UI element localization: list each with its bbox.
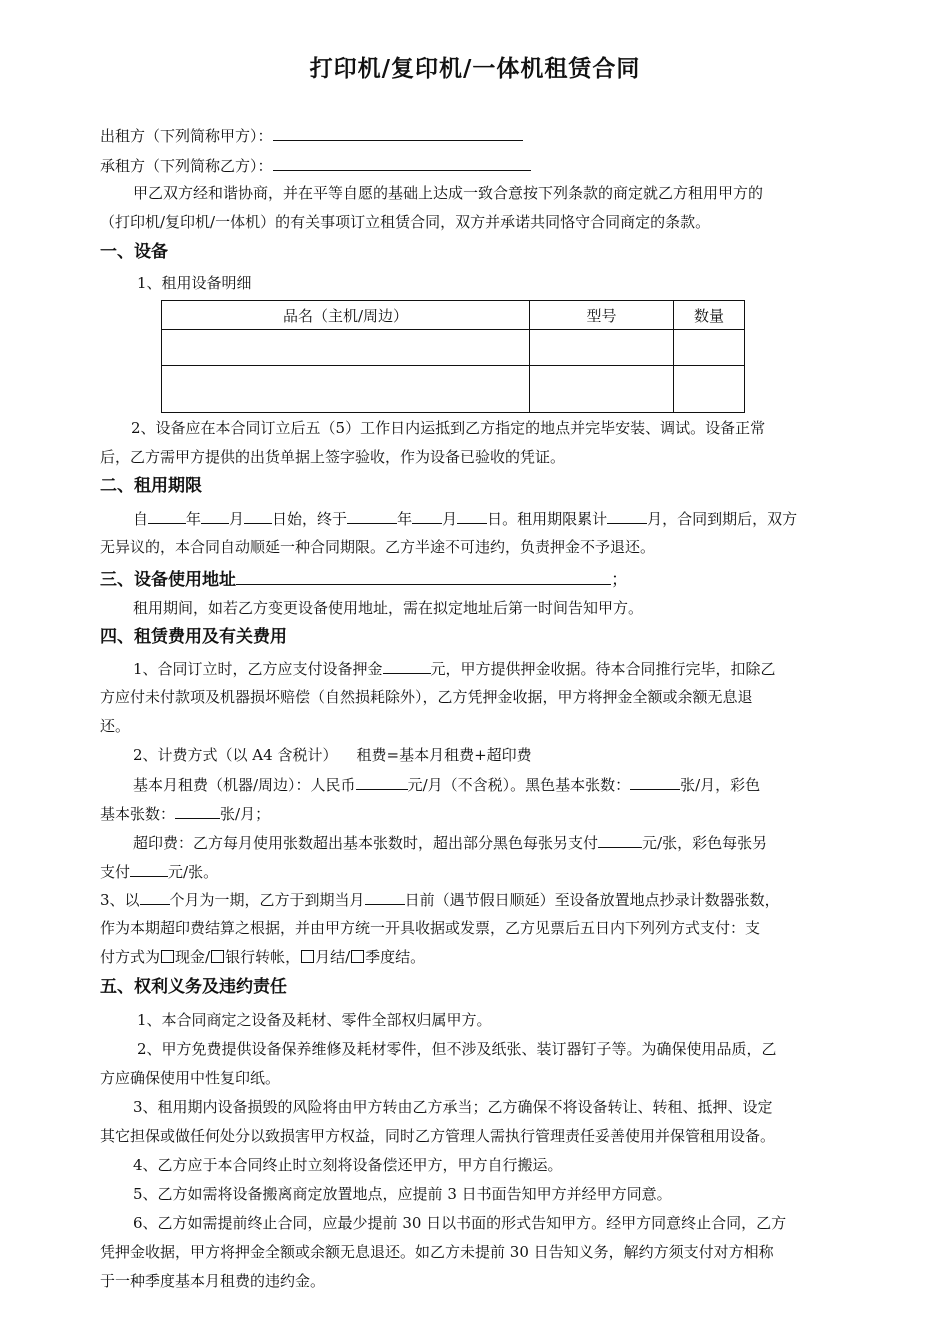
s5-item-4: 4、乙方应于本合同终止时立刻将设备偿还甲方，甲方自行搬运。: [133, 1156, 563, 1174]
s5-item-3-line-2: 其它担保或做任何处分以致损害甲方权益，同时乙方管理人需执行管理责任妥善使用并保管租用设备。: [100, 1127, 776, 1145]
intro-line-1: 甲乙双方经和谐协商，并在平等自愿的基础上达成一致合意按下列条款的商定就乙方租用甲方的: [133, 184, 764, 202]
section-1-heading: 一、设备: [100, 242, 168, 262]
lessee-label: 承租方（下列简称乙方）：: [100, 157, 273, 175]
cash-checkbox[interactable]: [161, 950, 174, 963]
monthly-checkbox[interactable]: [301, 950, 314, 963]
period-months-blank[interactable]: [140, 889, 170, 905]
s4-p4-line-2: 支付 元/张。: [100, 863, 219, 881]
color-overage-blank[interactable]: [130, 861, 168, 877]
s5-item-2-line-1: 2、甲方免费提供设备保养维修及耗材零件，但不涉及纸张、装订器钉子等。为确保使用品质，乙: [137, 1040, 777, 1058]
lessor-blank[interactable]: [273, 125, 523, 141]
s1-p2-line-1: 2、设备应在本合同订立后五（5）工作日内运抵到乙方指定的地点并完毕安装、调试。设备正常: [131, 419, 766, 437]
lessee-line: [100, 155, 855, 176]
s4-p4-line-1: 超印费：乙方每月使用张数超出基本张数时，超出部分黑色每张另支付 元/张，彩色每张另: [133, 834, 768, 852]
table-cell[interactable]: [674, 366, 745, 413]
total-months-blank[interactable]: [607, 508, 647, 524]
deposit-blank[interactable]: [383, 658, 431, 674]
s5-item-6-line-3: 于一种季度基本月租费的违约金。: [100, 1272, 326, 1290]
s4-p1-line-2: 方应付未付款项及机器损坏赔偿（自然损耗除外），乙方凭押金收据，甲方将押金全额或余额无息退: [100, 688, 753, 706]
black-overage-blank[interactable]: [598, 832, 642, 848]
s4-p3-line-2: 基本张数： 张/月；: [100, 805, 271, 823]
s5-item-3-line-1: 3、租用期内设备损毁的风险将由甲方转由乙方承当；乙方确保不将设备转让、转租、抵押、设定: [133, 1098, 773, 1116]
s4-p5-line-2: 作为本期超印费结算之根据，并由甲方统一开具收据或发票，乙方见票后五日内下列列方式支付：支: [100, 919, 761, 937]
lessor-label: 出租方（下列简称甲方）：: [100, 127, 273, 145]
table-cell[interactable]: [162, 330, 530, 366]
start-day-blank[interactable]: [244, 508, 272, 524]
end-day-blank[interactable]: [457, 508, 487, 524]
monthly-fee-blank[interactable]: [356, 774, 408, 790]
table-row: [162, 366, 745, 413]
section-3-heading: 三、设备使用地址: [100, 570, 236, 590]
end-year-blank[interactable]: [347, 508, 397, 524]
black-sheets-blank[interactable]: [630, 774, 680, 790]
end-month-blank[interactable]: [412, 508, 442, 524]
col-qty-header: 数量: [674, 301, 745, 330]
s4-p5-line-3: 付方式为 现金/ 银行转帐， 月结/ 季度结。: [100, 948, 426, 966]
s4-p3-line-1: 基本月租费（机器/周边）：人民币 元/月（不含税）。黑色基本张数： 张/月，彩色: [133, 776, 761, 794]
start-month-blank[interactable]: [201, 508, 229, 524]
s3-line-1: 租用期间，如若乙方变更设备使用地址，需在拟定地址后第一时间告知甲方。: [133, 599, 644, 617]
bank-transfer-checkbox[interactable]: [211, 950, 224, 963]
s4-p1-line-1: 1、合同订立时，乙方应支付设备押金 元，甲方提供押金收据。待本合同推行完毕，扣除乙: [133, 660, 776, 678]
s5-item-1: 1、本合同商定之设备及耗材、零件全部权归属甲方。: [137, 1011, 492, 1029]
section-3-line: 三、设备使用地址 ；: [100, 567, 855, 590]
color-sheets-blank[interactable]: [175, 803, 220, 819]
quarterly-checkbox[interactable]: [351, 950, 364, 963]
equipment-table: [161, 300, 745, 413]
s5-item-2-line-2: 方应确保使用中性复印纸。: [100, 1069, 281, 1087]
table-cell[interactable]: [530, 366, 674, 413]
reading-day-blank[interactable]: [365, 889, 405, 905]
lessor-line: [100, 125, 855, 146]
equipment-list-title: 1、租用设备明细: [137, 274, 252, 292]
s4-p1-line-3: 还。: [100, 717, 131, 735]
s2-line-2: 无异议的，本合同自动顺延一种合同期限。乙方半途不可违约，负责押金不予退还。: [100, 538, 656, 556]
table-header-row: [162, 301, 745, 330]
s2-line-1: 自 年 月 日始，终于 年 月 日。租用期限累计 月，合同到期后，双方: [133, 510, 798, 528]
s5-item-6-line-1: 6、乙方如需提前终止合同，应最少提前 30 日以书面的形式告知甲方。经甲方同意终止合同，乙方: [133, 1214, 787, 1232]
table-cell[interactable]: [674, 330, 745, 366]
col-model-header: 型号: [530, 301, 674, 330]
col-name-header: 品名（主机/周边）: [162, 301, 530, 330]
s4-p2: 2、计费方式（以 A4 含税计） 租费=基本月租费+超印费: [133, 746, 532, 764]
table-cell[interactable]: [162, 366, 530, 413]
s4-p5-line-1: 3、以 个月为一期，乙方于到期当月 日前（遇节假日顺延）至设备放置地点抄录计数器张数，: [100, 891, 780, 909]
section-4-heading: 四、租赁费用及有关费用: [100, 627, 287, 647]
lessee-blank[interactable]: [273, 155, 531, 171]
section-5-heading: 五、权利义务及违约责任: [100, 977, 287, 997]
s1-p2-line-2: 后，乙方需甲方提供的出货单据上签字验收，作为设备已验收的凭证。: [100, 448, 566, 466]
s5-item-5: 5、乙方如需将设备搬离商定放置地点，应提前 3 日书面告知甲方并经甲方同意。: [133, 1185, 672, 1203]
intro-line-2: （打印机/复印机/一体机）的有关事项订立租赁合同，双方并承诺共同恪守合同商定的条款。: [100, 213, 711, 231]
table-cell[interactable]: [530, 330, 674, 366]
table-row: [162, 330, 745, 366]
section-2-heading: 二、租用期限: [100, 476, 202, 496]
address-blank[interactable]: [236, 567, 611, 585]
start-year-blank[interactable]: [148, 508, 186, 524]
s5-item-6-line-2: 凭押金收据，甲方将押金全额或余额无息退还。如乙方未提前 30 日告知义务，解约方须支付对方相称: [100, 1243, 774, 1261]
contract-title: 打印机/复印机/一体机租赁合同: [309, 56, 641, 82]
